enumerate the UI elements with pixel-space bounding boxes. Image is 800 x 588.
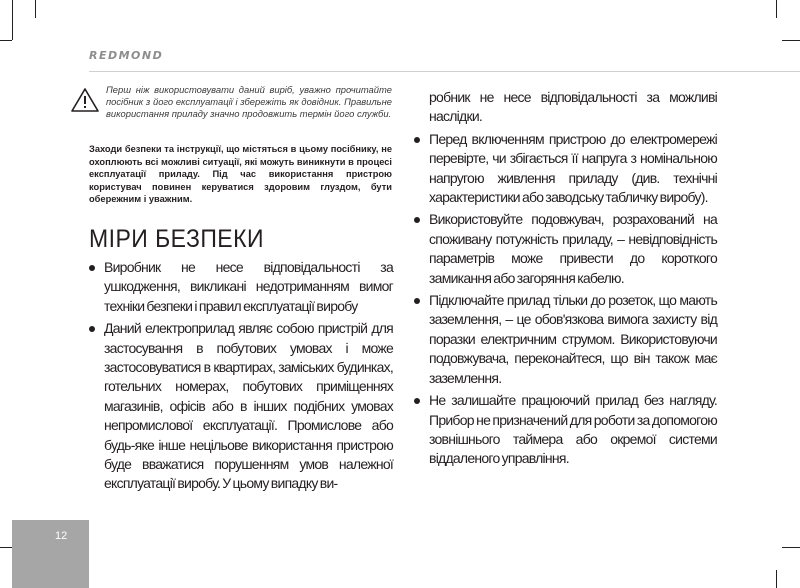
crop-mark xyxy=(776,570,777,588)
safety-list-left xyxy=(89,258,393,497)
list-item xyxy=(414,291,717,388)
bullet-icon xyxy=(414,217,420,223)
list-item-text: Підключайте прилад тільки до розеток, що мають заземлення, – це обов'язкова вимога захисту від поразки електричним струмом. Використовуючи подовжувача, переконайтеся, що він також має заземлення. xyxy=(429,292,717,386)
bullet-icon xyxy=(89,326,95,332)
intro-paragraph: Заходи безпеки та інструкції, що містяться в цьому посібнику, не охоплюють всі можливі ситуації, які можуть виникнути в процесі експлуатації приладу. Під час використання пристрою користувач повинен керуватися здоровим глуздом, бути обережним і уважним. xyxy=(89,144,392,205)
list-item-text: Виробник не несе відповідальності за ушкодження, викликані недотриманням вимог техніки безпеки і правил експлуатації виробу xyxy=(104,259,393,314)
brand-logo: REDMOND xyxy=(89,49,164,62)
crop-mark xyxy=(0,547,12,548)
bullet-icon xyxy=(414,137,420,143)
crop-mark xyxy=(35,0,36,18)
page-number: 12 xyxy=(55,530,68,542)
section-title: МІРИ БЕЗПЕКИ xyxy=(89,225,264,253)
list-item xyxy=(414,391,717,469)
list-item-continuation xyxy=(414,88,717,127)
list-item xyxy=(89,258,393,316)
page-number-box xyxy=(12,520,89,588)
crop-mark xyxy=(776,0,777,18)
list-item xyxy=(414,130,717,208)
safety-list-right xyxy=(414,88,717,472)
list-item xyxy=(414,210,717,288)
crop-mark xyxy=(782,547,800,548)
warning-triangle-icon xyxy=(70,87,100,113)
crop-mark xyxy=(0,40,12,41)
list-item-text: робник не несе відповідальності за можливі наслідки. xyxy=(429,89,717,125)
crop-mark xyxy=(12,0,13,40)
bullet-icon xyxy=(414,398,420,404)
bullet-icon xyxy=(89,265,95,271)
list-item-text: Даний електроприлад являє собою пристрій для застосування в побутових умовах і може застосовуватися в квартирах, заміських будинках, готельних номерах, побутових приміщеннях магазинів, офісів або в інших подібних умовах непромислової експлуатації. Промислове або будь-яке інше нецільове використання пристрою буде вважатися порушенням умов належної експлуатації виробу. У цьому випадку ви- xyxy=(104,320,393,492)
list-item-text: Не залишайте працюючий прилад без нагляду. Прибор не призначений для роботи за допомогою зовнішнього таймера або окремої системи віддаленого управління. xyxy=(429,392,717,467)
list-item-text: Використовуйте подовжувач, розрахований на споживану потужність приладу, – невідповідність параметрів може привести до короткого замикання або загоряння кабелю. xyxy=(429,211,717,286)
list-item-text: Перед включенням пристрою до електромережі перевірте, чи збігається її напруга з номінальною напругою живлення приладу (див. технічні характеристики або заводську табличку виробу). xyxy=(429,130,717,206)
warning-text: Перш ніж використовувати даний виріб, уважно прочитайте посібник з його експлуатації і збережіть як довідник. Правильне використання приладу значно продовжить термін його служби. xyxy=(106,84,392,119)
bullet-icon xyxy=(414,298,420,304)
list-item xyxy=(89,319,393,494)
header-rule xyxy=(89,71,800,72)
crop-mark xyxy=(782,40,800,41)
